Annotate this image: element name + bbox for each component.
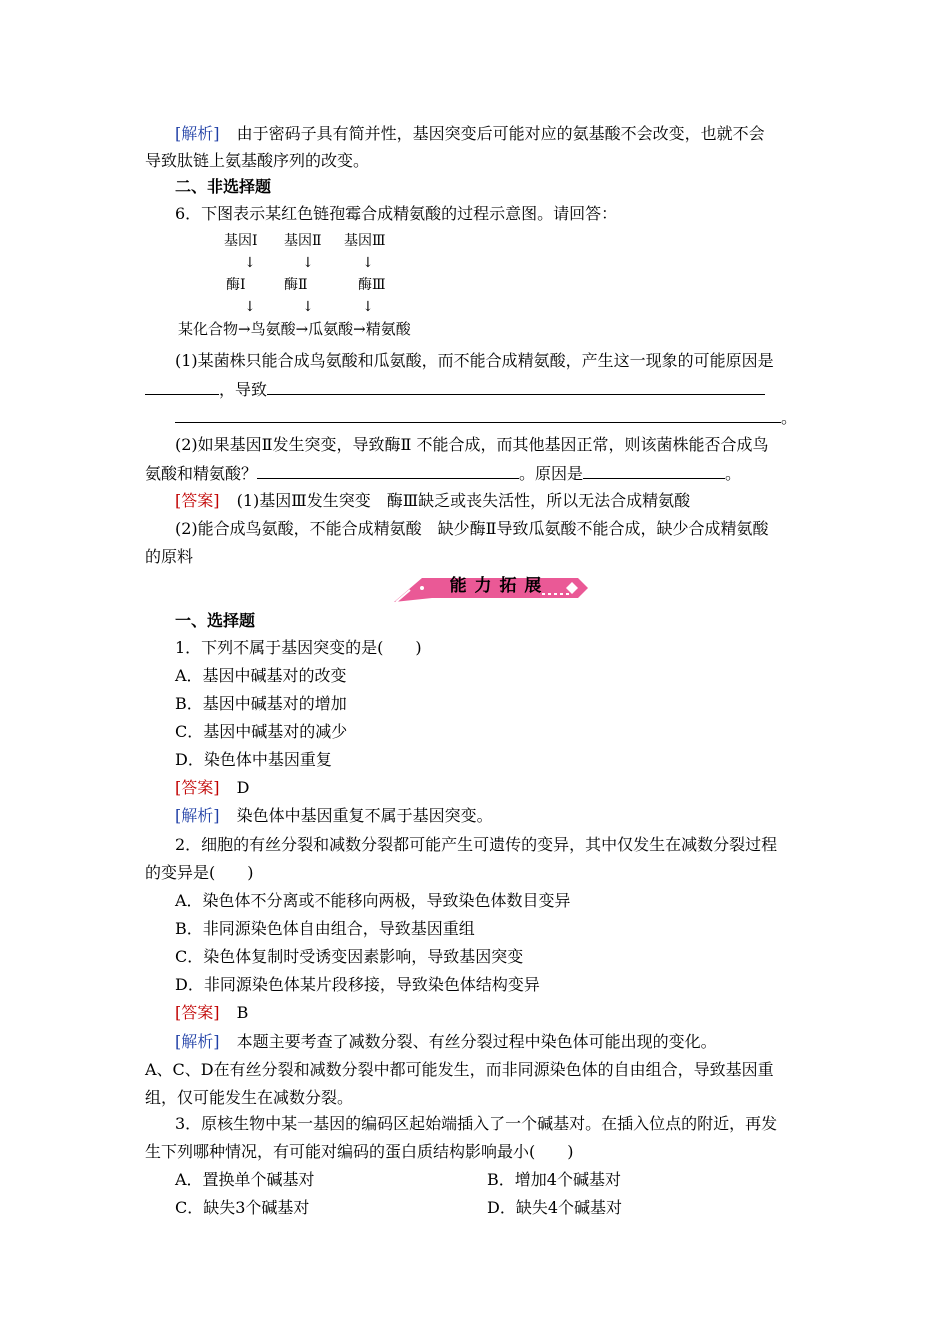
- option-b: B．基因中碱基对的增加: [175, 694, 347, 713]
- answer-line: [175, 1002, 248, 1024]
- question-stem: 3．原核生物中某一基因的编码区起始端插入了一个碱基对。在插入位点的附近，再发: [175, 1114, 778, 1133]
- answer-text: (2)能合成鸟氨酸，不能合成精氨酸 缺少酶Ⅱ导致瓜氨酸不能合成，缺少合成精氨酸: [175, 519, 769, 538]
- answer-text: B: [236, 1003, 249, 1022]
- question-stem: 1．下列不属于基因突变的是( ): [175, 638, 422, 657]
- arrow-down-icon: ↓: [362, 299, 374, 315]
- option-d: D．非同源染色体某片段移接，导致染色体结构变异: [175, 975, 540, 994]
- analysis-text: 本题主要考查了减数分裂、有丝分裂过程中染色体可能出现的变化。: [236, 1032, 717, 1051]
- answer-tag: [答案]: [175, 1003, 220, 1022]
- analysis-tag: [解析]: [175, 124, 220, 143]
- subquestion-text: (1)某菌株只能合成鸟氨酸和瓜氨酸，而不能合成精氨酸，产生这一现象的可能原因是: [175, 351, 774, 370]
- answer-blank[interactable]: [257, 462, 519, 479]
- arrow-down-icon: ↓: [244, 299, 256, 315]
- question-stem: 2．细胞的有丝分裂和减数分裂都可能产生可遗传的变异，其中仅发生在减数分裂过程: [175, 835, 778, 854]
- option-d: D．缺失4个碱基对: [487, 1198, 623, 1217]
- enzyme-label: 酶Ⅱ: [284, 277, 308, 293]
- analysis-text: 染色体中基因重复不属于基因突变。: [236, 806, 493, 825]
- option-c: C．染色体复制时受诱变因素影响，导致基因突变: [175, 947, 524, 966]
- answer-blank[interactable]: [145, 378, 219, 395]
- subquestion-text: ，导致: [145, 378, 765, 401]
- option-a: A．置换单个碱基对: [175, 1170, 315, 1189]
- enzyme-label: 酶Ⅰ: [226, 277, 246, 293]
- answer-tag: [答案]: [175, 778, 220, 797]
- analysis-line: [175, 123, 765, 145]
- answer-tag: [答案]: [175, 491, 220, 510]
- arrow-down-icon: ↓: [302, 255, 314, 271]
- subquestion-text: 。: [175, 406, 797, 429]
- question-stem: 生下列哪种情况，有可能对编码的蛋白质结构影响最小( ): [145, 1142, 574, 1161]
- enzyme-label: 酶Ⅲ: [358, 277, 386, 293]
- gene-label: 基因Ⅰ: [224, 233, 258, 249]
- answer-blank[interactable]: [175, 406, 781, 423]
- section-banner: [392, 568, 588, 604]
- section-heading: 二、非选择题: [175, 177, 272, 196]
- analysis-line: [175, 805, 493, 827]
- gene-label: 基因Ⅱ: [284, 233, 322, 249]
- answer-blank[interactable]: [267, 378, 765, 395]
- option-b: B．增加4个碱基对: [487, 1170, 621, 1189]
- answer-text: (1)基因Ⅲ发生突变 酶Ⅲ缺乏或丧失活性，所以无法合成精氨酸: [236, 491, 691, 510]
- answer-text: 的原料: [145, 547, 194, 566]
- option-a: A．基因中碱基对的改变: [175, 666, 347, 685]
- subquestion-text: 氨酸和精氨酸？ 。原因是 。: [145, 464, 742, 483]
- section-heading: 一、选择题: [175, 611, 256, 630]
- option-b: B．非同源染色体自由组合，导致基因重组: [175, 919, 475, 938]
- analysis-tag: [解析]: [175, 806, 220, 825]
- answer-line: [175, 777, 249, 799]
- question-stem: 6．下图表示某红色链孢霉合成精氨酸的过程示意图。请回答：: [175, 204, 618, 223]
- option-c: C．基因中碱基对的减少: [175, 722, 348, 741]
- analysis-text-cont: 组，仅可能发生在减数分裂。: [145, 1088, 354, 1107]
- option-c: C．缺失3个碱基对: [175, 1198, 310, 1217]
- analysis-text-cont: A、C、D在有丝分裂和减数分裂中都可能发生，而非同源染色体的自由组合，导致基因重: [145, 1060, 774, 1079]
- analysis-line: [175, 1031, 717, 1053]
- analysis-tag: [解析]: [175, 1032, 220, 1051]
- analysis-text: 由于密码子具有简并性，基因突变后可能对应的氨基酸不会改变，也就不会: [236, 124, 765, 143]
- arrow-down-icon: ↓: [362, 255, 374, 271]
- answer-line: [175, 490, 690, 512]
- gene-label: 基因Ⅲ: [344, 233, 386, 249]
- banner-title: 能 力 拓 展: [449, 576, 543, 596]
- answer-text: D: [236, 778, 250, 797]
- option-a: A．染色体不分离或不能移向两极，导致染色体数目变异: [175, 891, 571, 910]
- answer-blank[interactable]: [583, 462, 725, 479]
- question-stem: 的变异是( ): [145, 863, 254, 882]
- arrow-down-icon: ↓: [244, 255, 256, 271]
- arrow-down-icon: ↓: [302, 299, 314, 315]
- subquestion-text: (2)如果基因Ⅱ发生突变，导致酶Ⅱ 不能合成，而其他基因正常，则该菌株能否合成鸟: [175, 435, 769, 454]
- pathway-label: 某化合物→鸟氨酸→瓜氨酸→精氨酸: [178, 320, 411, 338]
- option-d: D．染色体中基因重复: [175, 750, 332, 769]
- analysis-text-cont: 导致肽链上氨基酸序列的改变。: [145, 151, 370, 170]
